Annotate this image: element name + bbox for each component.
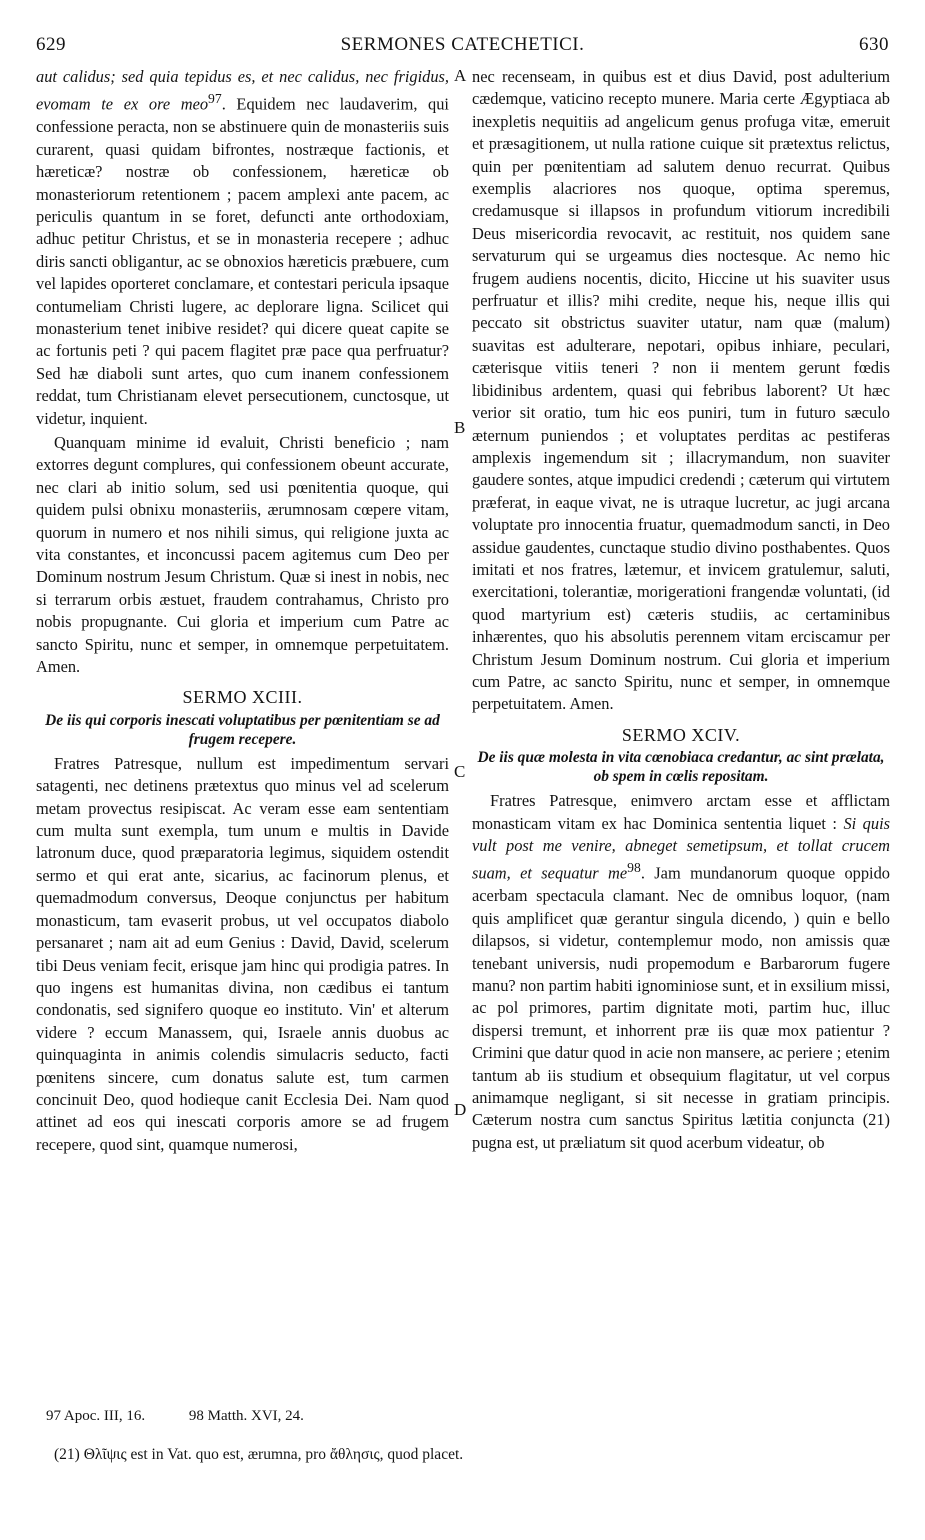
paragraph-text: . Jam mundanorum quoque oppido acerbam spectacula clamant. Nec de omnibus loquor, (nam quis amplificet quæ gerantur singula dicendo, ) quin e bello dilapsos, si videtur, contemplemur modo, non amissis quæ tenebant universis, nudi propemodum e Barbarorum fugere manu? non partim habiti ignominiose sunt, et in exsilium missi, ac pol primores, partim dignitate moti, partim huc, illuc dispersi tremunt, et inhorrent præ iis quæ mox patientur ? Crimini que datur quod in acie non mansere, ac periere ; etenim tantum ab iis studium et obsequium flagitatur, ut vel corpus animamque negligant, si sit necesse in gratiam principis. Cæterum nostra cum sanctus Spiritus lætitia conjuncta (21) pugna est, ut præliatum sit quod acerbum videatur, ob — [472, 863, 891, 1152]
section-marker-a: A — [454, 66, 467, 85]
page-header — [36, 34, 889, 58]
paragraph: nec recenseam, in quibus est et dius David, post adulterium cædemque, vaticino recepto munere. Maria certe Ægyptiaca ab inexpletis nequitiis ad angelicum genus profuga vitæ, emeruit et præsagitionem, ut nulla ratione cuique sit prætextus relictus, quin per pœnitentiam ad salutem denuo recurrat. Quibus exemplis alacriores nos quoque, optima speremus, credamusque si illapsos in profundum vitiorum incredibili Deus misericordia revocavit, ac restituit, nos quidem sane servaturum qui se urgeamus dies noctesque. Ac nemo hic frugem audiens nocentis, dicito, Hiccine ut his suaviter usus perfruatur et illis? mihi credite, neque his, neque illis qui peccato sit obstrictus suaviter utatur, nam quæ (malum) suavitas est adulterare, nepotari, opibus inhiare, peculari, cæterisque vitiis teneri ? non ii mentem gerunt fœdis libidinibus ardentem, quasi qui febribus laborent? Ut hæc verior sit oratio, tum hic eos puniri, tum in futuro sæculo æternum puniendos ; et voluptates perditas ac pestiferas amplexis ingemendum sit ; illacrymandum, non suaviter gaudere sontes, atque impudici credendi ; cæterum qui virtutem præferat, in eaque vivat, ne is utraque lucretur, ac jugi arcana voluptate pro innocentia fruatur, quemadmodum sancti, in Deo assidue gaudentes, cunctaque studio divino posthabentes. Quos imitati et nos fratres, lætemur, et invicem gratulemur, saluti, exercitationi, tolerantiæ, morigerationi frangendæ voluntati, (id quod martyrium est) cæteris studiis, ac certaminibus inhærentes, quo his absolutis perennem vitam erciscamur per Christum Jesum Dominum nostrum. Cui gloria et imperium cum Patre, ac sancto Spiritu, nunc et semper, in omnemque perpetuitatem. Amen. — [472, 67, 890, 714]
section-marker-b: B — [454, 418, 466, 437]
scripture-quote: Si quis vult post me venire, abneget semetipsum, et tollat crucem suam, et sequatur me — [472, 813, 890, 883]
left-column — [36, 66, 449, 1156]
scripture-footnotes — [46, 1408, 344, 1425]
footnote-ref: 97 — [208, 91, 222, 107]
footnote-98: 98 Matth. XVI, 24. — [188, 1408, 304, 1424]
scripture-quote: aut calidus; sed quia tepidus es, et nec calidus, nec frigidus, evomam te ex ore meo — [36, 67, 449, 114]
right-column — [472, 66, 890, 1154]
paragraph-text: . Equidem nec laudaverim, qui confessione peracta, non se abstinuere quin de monasteriis suis curarent, quasi quidam bifrontes, nostræque factionis, et hæreticæ? nostræ ob confessionem, hæreticæ ob monasteriorum retentionem ; pacem amplexi ante pacem, ac periculis quantum in se foret, defuncti ante orthodoxiam, adhuc petitur Christus, et se in monasteria recepere ; adhuc diris sancti obligantur, ac se obnoxios hæreticis præbuere, cum vel lapides oporteret conclamare, et contestari pericula ipsaque contumeliam Christi lugere, ac deplorare ligna. Scilicet qui monasterium tenet inibive residet? qui dicere queat capite se ac fortunis peti ? qui pacem flagitet præ pace qua perfruatur? Sed hæ diaboli sunt artes, quo cum inanem confessionem reddat, tum Christianam elevet persecutionem, cunctosque, ut videtur, inquient. — [36, 94, 449, 428]
sermon-subtitle: De iis quæ molesta in vita cœnobiaca credantur, ac sint prælata, ob spem in cœlis repositam. — [477, 749, 885, 786]
page-number-right: 630 — [859, 34, 889, 55]
sermon-subtitle: De iis qui corporis inescati voluptatibus per pœnitentiam se ad frugem recepere. — [45, 711, 440, 748]
page-number-left: 629 — [36, 34, 66, 55]
critical-footnote: (21) Θλῖψις est in Vat. quo est, ærumna, pro ἄθλησις, quod placet. — [54, 1446, 464, 1463]
paragraph — [36, 66, 449, 430]
paragraph: Fratres Patresque, nullum est impedimentum servari satagenti, nec detinens prætextus quo minus vel ad scelerum metam provectus resipiscat. Ac veram esse eam sententiam cum multa sunt exempla, tum unum e multis in Davide latronum duce, quod præparatoria legimus, siquidem ostendit sermo et qui erat ante, sicarius, ac facinorum plenus, et quemadmodum conversus, Deoque conjunctus per habitum monasticum, tam evaserit probus, ut vel occupatos diabolo persanaret ; nam ait ad eum Genius : David, David, scelerum tibi Deus veniam fecit, erisque jam hinc qui prodigia patres. In quo ingens est humanitas divina, non cædibus ei tantum condonatis, sed signifero quoque eo instituto. Vin' et alterum videre ? eccum Manassem, qui, Israele annis duobus ac quinquaginta in animis colendis simulacris seducto, facti pœnitens sincere, cum donatus salute est, tum carmen concinuit Deo, quod hodieque canit Ecclesia Dei. Nam quod attinet ad eos qui inescati corporis amore se ad frugem recepere, quod sint, quamque numerosi, — [36, 753, 449, 1154]
running-title: SERMONES CATECHETICI. — [340, 34, 585, 55]
section-marker-c: C — [454, 762, 466, 781]
paragraph-text: Fratres Patresque, enimvero arctam esse et afflictam monasticam vitam ex hac Dominica sententia liquet : — [472, 791, 890, 833]
footnote-ref: 98 — [627, 860, 641, 876]
paragraph: Quanquam minime id evaluit, Christi beneficio ; nam extorres degunt complures, qui confessionem obeunt accurate, nec clari ab initio solum, sed usi pœnitentia quoque, qui quidem pulsi obnixu monasteriis, ærumnosam cœpere vitam, quorum in numero et nos nihili simus, qui religione juxta ac vita constantes, et inconcussi pacem agitemus cum Deo per Dominum nostrum Jesum Christum. Quæ si inest in nobis, nec si terrarum orbis æstuet, fraudem contrahamus, Christo pro nobis propugnante. Cui gloria et imperium cum Patre ac sancto Spiritu, nunc et semper, in omnemque perpetuitatem. Amen. — [36, 432, 449, 677]
footnote-97: 97 Apoc. III, 16. — [46, 1408, 146, 1424]
paragraph — [472, 790, 890, 1154]
sermon-title: SERMO XCIII. — [182, 687, 303, 708]
section-marker-d: D — [454, 1100, 467, 1119]
sermon-title: SERMO XCIV. — [621, 724, 741, 745]
